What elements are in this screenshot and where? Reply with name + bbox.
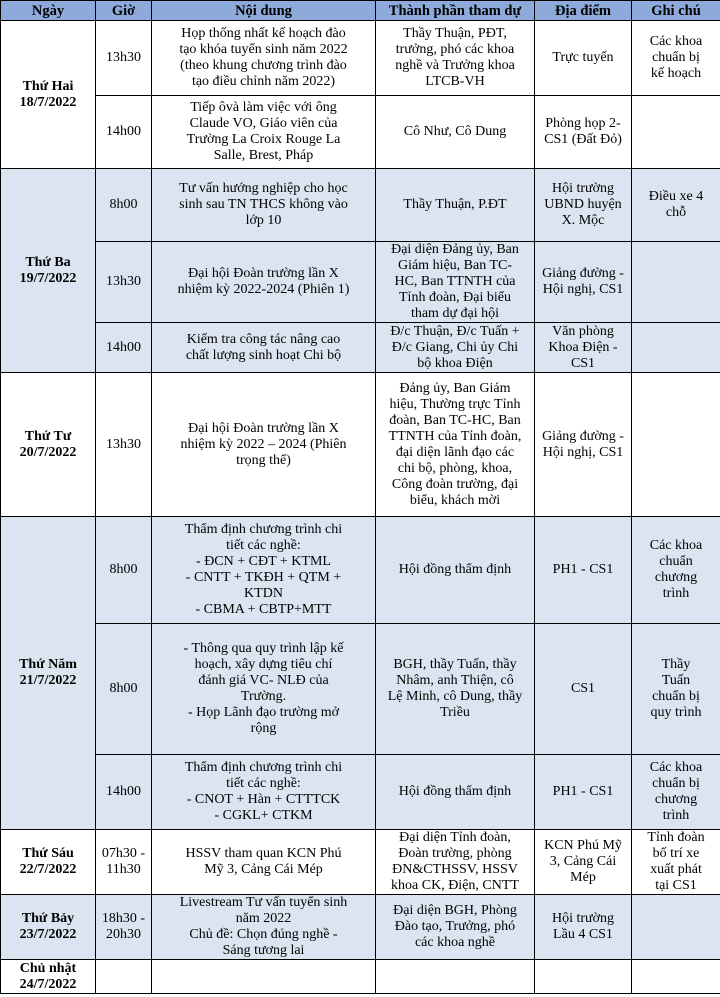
location-line: PH1 - CS1	[552, 562, 614, 577]
day-name: Chủ nhật	[19, 960, 77, 976]
attendees-cell	[376, 517, 535, 624]
time-cell	[96, 96, 152, 169]
day-name: Thứ Tư	[24, 428, 72, 444]
attendees-line: bộ khoa Điện	[417, 355, 493, 371]
time-cell	[96, 830, 152, 895]
attendees-cell	[376, 755, 535, 830]
attendees-cell	[376, 895, 535, 960]
attendees-cell	[376, 323, 535, 373]
table-row	[1, 755, 720, 830]
note-line: chuẩn bị	[652, 776, 700, 791]
content-line: Sáng tương lai	[222, 943, 305, 958]
time-line: 18h30 -	[101, 911, 146, 926]
time-line: 14h00	[106, 124, 141, 139]
content-line: rộng	[250, 721, 277, 736]
content-cell	[152, 517, 376, 624]
header-location: Địa điểm	[535, 1, 632, 21]
attendees-cell	[376, 169, 535, 242]
content-cell	[152, 242, 376, 323]
header-day: Ngày	[1, 1, 96, 21]
content-line: Mỹ 3, Cảng Cái Mép	[204, 862, 323, 877]
content-line: HSSV tham quan KCN Phú	[185, 846, 342, 861]
note-line: trình	[662, 586, 690, 601]
note-cell	[632, 21, 720, 96]
location-line: UBND huyện	[544, 197, 622, 212]
content-line: - CNTT + TKĐH + QTM +	[185, 570, 342, 585]
attendees-line: Thầy Thuận, PĐT,	[403, 26, 507, 41]
day-date: 18/7/2022	[19, 94, 77, 110]
day-name: Thứ Hai	[22, 78, 74, 94]
note-cell	[632, 242, 720, 323]
content-cell	[152, 169, 376, 242]
content-line: Salle, Brest, Pháp	[213, 148, 314, 163]
attendees-line: TTNTH của Tỉnh đoàn,	[388, 428, 522, 444]
attendees-line: Đ/c Thuận, Đ/c Tuấn +	[390, 323, 520, 339]
location-cell	[535, 624, 632, 755]
day-cell	[1, 830, 96, 895]
note-line: tại CS1	[655, 878, 697, 893]
attendees-line: chi bộ, phòng, khoa,	[397, 460, 513, 476]
day-cell	[1, 960, 96, 994]
location-cell	[535, 755, 632, 830]
note-cell	[632, 755, 720, 830]
header-content: Nội dung	[152, 1, 376, 21]
note-line: kế hoạch	[650, 66, 702, 81]
table-row	[1, 323, 720, 373]
attendees-line: ĐN&CTHSSV, HSSV	[392, 862, 518, 877]
note-line: chuẩn bị	[652, 50, 700, 65]
location-line: Văn phòng	[552, 323, 614, 339]
day-name: Thứ Năm	[19, 657, 77, 672]
time-line: 11h30	[106, 862, 141, 877]
time-cell	[96, 517, 152, 624]
content-line: - Thông qua quy trình lập kế	[183, 641, 344, 656]
attendees-line: Thầy Thuận, P.ĐT	[403, 197, 507, 212]
note-line: Tuấn	[661, 673, 691, 688]
attendees-line: Cô Như, Cô Dung	[403, 124, 507, 139]
header-row	[1, 1, 720, 21]
note-line: chương	[654, 792, 698, 807]
note-line: Điều xe 4	[648, 189, 704, 204]
content-line: Thẩm định chương trình chi	[184, 760, 343, 775]
note-cell	[632, 323, 720, 373]
content-line: Tư vấn hướng nghiệp cho học	[179, 181, 348, 196]
note-line: xuất phát	[650, 862, 702, 877]
schedule-body	[1, 21, 720, 994]
attendees-line: đại diện lãnh đạo các	[395, 444, 515, 460]
note-cell	[632, 373, 720, 517]
location-line: X. Mộc	[561, 213, 605, 228]
attendees-line: Đại diện BGH, Phòng	[393, 903, 517, 918]
time-line: 8h00	[109, 197, 138, 212]
time-cell	[96, 242, 152, 323]
day-cell	[1, 517, 96, 830]
content-line: sinh sau TN THCS không vào	[179, 197, 348, 212]
content-line: Tiếp ôvà làm việc với ông	[190, 100, 337, 115]
location-line: CS1	[570, 355, 596, 371]
location-line: Hội nghị, CS1	[542, 444, 624, 460]
table-row	[1, 624, 720, 755]
content-line: Livestream Tư vấn tuyển sinh	[179, 895, 348, 910]
attendees-line: Đại diện Đảng ủy, Ban	[391, 242, 519, 257]
content-cell	[152, 755, 376, 830]
attendees-line: Triều	[440, 705, 470, 720]
note-line: chương	[654, 570, 698, 585]
time-cell	[96, 169, 152, 242]
time-cell	[96, 624, 152, 755]
content-line: nhiệm kỳ 2022-2024 (Phiên 1)	[177, 282, 350, 297]
time-line: 20h30	[106, 927, 141, 942]
attendees-cell	[376, 373, 535, 517]
note-cell	[632, 895, 720, 960]
location-line: Khoa Điện -	[548, 339, 618, 355]
time-line: 8h00	[109, 562, 138, 577]
note-cell	[632, 624, 720, 755]
location-line: Mép	[570, 870, 596, 885]
note-cell	[632, 96, 720, 169]
content-line: tiết các nghề:	[226, 776, 301, 791]
table-row	[1, 830, 720, 895]
content-line: hoạch, xây dựng tiêu chí	[194, 657, 333, 672]
table-row	[1, 960, 720, 994]
attendees-line: hiệu, Thường trực Tỉnh	[389, 396, 521, 412]
day-cell	[1, 21, 96, 169]
location-line: Giảng đường -	[542, 428, 624, 444]
note-line: Các khoa	[649, 34, 703, 49]
attendees-line: Công đoàn trường, đại	[391, 476, 519, 492]
note-cell	[632, 517, 720, 624]
note-line: Thầy	[661, 657, 691, 672]
note-cell	[632, 830, 720, 895]
content-cell	[152, 373, 376, 517]
content-cell	[152, 960, 376, 994]
day-cell	[1, 895, 96, 960]
attendees-line: Đào tạo, Trưởng, phó	[394, 919, 516, 934]
content-line: (theo khung chương trình đào	[180, 58, 347, 73]
location-line: Hội trường	[551, 181, 615, 196]
content-cell	[152, 323, 376, 373]
content-cell	[152, 830, 376, 895]
attendees-line: Giám hiệu, Ban TC-	[397, 258, 513, 273]
content-cell	[152, 21, 376, 96]
attendees-line: nghề và Trưởng khoa	[395, 58, 515, 73]
content-line: Đại hội Đoàn trường lần X	[188, 266, 339, 281]
attendees-cell	[376, 830, 535, 895]
content-cell	[152, 895, 376, 960]
table-row	[1, 169, 720, 242]
content-line: Claude VO, Giáo viên của	[189, 116, 338, 131]
content-line: nhiệm kỳ 2022 – 2024 (Phiên	[180, 436, 347, 452]
time-line: 13h30	[106, 274, 141, 289]
location-line: 3, Cảng Cái	[549, 854, 617, 869]
note-line: Các khoa	[649, 760, 703, 775]
attendees-line: Lệ Minh, cô Dung, thầy	[387, 689, 523, 704]
note-line: bố trí xe	[652, 846, 700, 861]
content-line: Trường La Croix Rouge La	[186, 132, 341, 147]
day-name: Thứ Sáu	[22, 846, 74, 861]
location-cell	[535, 895, 632, 960]
location-cell	[535, 517, 632, 624]
attendees-line: Đảng ủy, Ban Giám	[399, 380, 511, 396]
note-line: quy trình	[650, 705, 702, 720]
time-line: 07h30 -	[101, 846, 146, 861]
content-line: năm 2022	[235, 911, 292, 926]
header-note: Ghi chú	[632, 1, 720, 21]
attendees-line: Đại diện Tỉnh đoàn,	[399, 830, 511, 845]
time-line: 14h00	[106, 784, 141, 799]
content-line: tạo điều chỉnh năm 2022)	[191, 74, 336, 89]
attendees-line: HC, Ban TTNTH của	[394, 274, 516, 289]
content-line: lớp 10	[245, 213, 282, 228]
attendees-line: Tỉnh đoàn, Đại biểu	[399, 290, 511, 305]
content-line: đánh giá VC- NLĐ của	[198, 673, 329, 688]
location-line: Phòng họp 2-	[545, 116, 621, 131]
location-line: Hội nghị, CS1	[542, 282, 624, 297]
attendees-line: đoàn, Ban TC-HC, Ban	[389, 412, 521, 428]
location-line: PH1 - CS1	[552, 784, 614, 799]
day-cell	[1, 169, 96, 373]
content-line: - CNOT + Hàn + CTTTCK	[186, 792, 341, 807]
time-cell	[96, 960, 152, 994]
content-line: - CGKL+ CTKM	[214, 808, 313, 823]
day-date: 23/7/2022	[19, 927, 77, 942]
attendees-cell	[376, 242, 535, 323]
content-cell	[152, 96, 376, 169]
day-date: 24/7/2022	[19, 976, 77, 992]
table-row	[1, 96, 720, 169]
location-cell	[535, 960, 632, 994]
time-line: 13h30	[106, 436, 141, 452]
attendees-cell	[376, 21, 535, 96]
content-line: trọng thể)	[236, 452, 291, 468]
note-line: trình	[662, 808, 690, 823]
location-cell	[535, 830, 632, 895]
table-row	[1, 373, 720, 517]
note-line: Tỉnh đoàn	[647, 830, 705, 845]
content-line: - Họp Lãnh đạo trường mở	[187, 705, 340, 720]
day-cell	[1, 373, 96, 517]
attendees-line: BGH, thầy Tuấn, thầy	[393, 657, 517, 672]
day-date: 22/7/2022	[19, 862, 77, 877]
note-line: chuẩn bị	[652, 689, 700, 704]
content-line: Trường.	[240, 689, 287, 704]
location-line: CS1 (Đất Đỏ)	[544, 132, 622, 147]
header-time: Giờ	[96, 1, 152, 21]
location-line: KCN Phú Mỹ	[544, 838, 622, 853]
attendees-line: Hội đồng thẩm định	[398, 562, 512, 577]
attendees-line: Hội đồng thẩm định	[398, 784, 512, 799]
table-row	[1, 242, 720, 323]
attendees-line: khoa CK, Điện, CNTT	[391, 878, 519, 893]
table-row	[1, 895, 720, 960]
note-cell	[632, 169, 720, 242]
location-line: Giảng đường -	[542, 266, 624, 281]
note-cell	[632, 960, 720, 994]
content-line: Thẩm định chương trình chi	[184, 522, 343, 537]
time-cell	[96, 755, 152, 830]
time-cell	[96, 21, 152, 96]
location-cell	[535, 373, 632, 517]
note-line: chuẩn	[659, 554, 693, 569]
note-line: chỗ	[665, 205, 687, 220]
location-line: Trực tuyến	[552, 50, 614, 65]
location-cell	[535, 96, 632, 169]
location-line: Lầu 4 CS1	[553, 927, 613, 942]
content-line: Họp thống nhất kế hoạch đào	[181, 26, 346, 41]
location-line: CS1	[570, 681, 596, 696]
attendees-line: các khoa nghề	[414, 935, 496, 950]
attendees-line: Nhâm, anh Thiện, cô	[396, 673, 514, 688]
table-row	[1, 517, 720, 624]
content-line: - CBMA + CBTP+MTT	[195, 602, 332, 617]
note-line: Các khoa	[649, 538, 703, 553]
content-line: KTDN	[244, 586, 283, 601]
content-line: Chủ đề: Chọn đúng nghề -	[189, 927, 338, 942]
location-cell	[535, 169, 632, 242]
content-cell	[152, 624, 376, 755]
attendees-line: tham dự đại hội	[410, 306, 500, 321]
content-line: Kiểm tra công tác nâng cao	[186, 331, 341, 347]
day-date: 20/7/2022	[19, 444, 77, 460]
attendees-line: biểu, khách mời	[409, 492, 501, 508]
attendees-cell	[376, 960, 535, 994]
time-line: 8h00	[109, 681, 138, 696]
time-cell	[96, 895, 152, 960]
time-line: 14h00	[106, 339, 141, 355]
time-line: 13h30	[106, 50, 141, 65]
content-line: tiết các nghề:	[226, 538, 301, 553]
attendees-line: LTCB-VH	[425, 74, 485, 89]
location-cell	[535, 21, 632, 96]
attendees-line: trưởng, phó các khoa	[395, 42, 515, 57]
content-line: Đại hội Đoàn trường lần X	[188, 420, 339, 436]
location-cell	[535, 242, 632, 323]
table-row	[1, 21, 720, 96]
day-name: Thứ Ba	[25, 254, 71, 270]
day-date: 21/7/2022	[19, 673, 77, 688]
day-date: 19/7/2022	[19, 270, 77, 286]
time-cell	[96, 373, 152, 517]
content-line: tạo khóa tuyển sinh năm 2022	[179, 42, 348, 57]
location-line: Hội trường	[551, 911, 615, 926]
attendees-line: Đoàn trường, phòng	[398, 846, 512, 861]
attendees-line: Đ/c Giang, Chi ủy Chi	[391, 339, 519, 355]
attendees-cell	[376, 624, 535, 755]
attendees-cell	[376, 96, 535, 169]
location-cell	[535, 323, 632, 373]
content-line: chất lượng sinh hoạt Chi bộ	[185, 347, 342, 363]
content-line: - ĐCN + CĐT + KTML	[196, 554, 331, 569]
time-cell	[96, 323, 152, 373]
day-name: Thứ Bảy	[21, 911, 75, 926]
header-attendees: Thành phần tham dự	[376, 1, 535, 21]
